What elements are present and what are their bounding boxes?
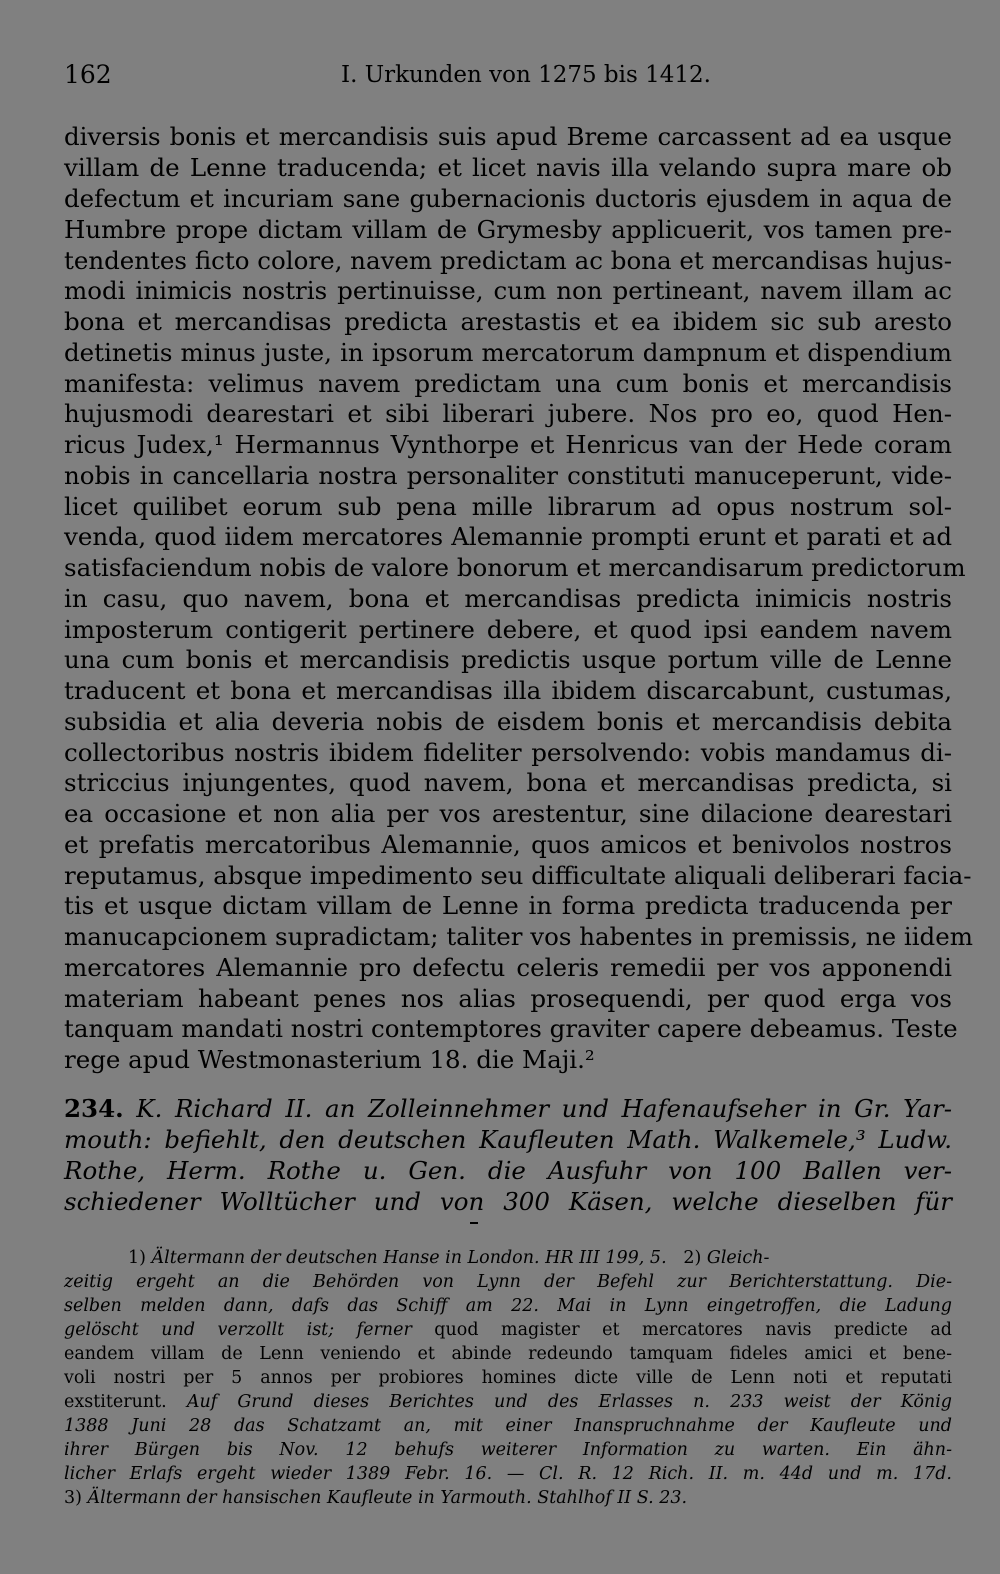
footnote-text: Ältermann der deutschen Hanse in London. HR III 199, 5. xyxy=(151,1248,667,1268)
footnote-line xyxy=(64,1390,952,1414)
body-line: imposterum contigerit pertinere debere, et quod ipsi eandem navem xyxy=(64,615,952,644)
footnote-line xyxy=(64,1270,952,1294)
footnote-line: eandem villam de Lenn veniendo et abinde redeundo tamquam fideles amici et bene- xyxy=(64,1344,952,1364)
footnote-text: zeitig ergeht an die Behörden von Lynn der Befehl zur Berichterstattung. Die- xyxy=(64,1272,952,1292)
body-line: in casu, quo navem, bona et mercandisas predicta inimicis nostris xyxy=(64,584,952,613)
footnote-marker: 2) xyxy=(666,1248,707,1268)
body-line: striccius injungentes, quod navem, bona et mercandisas predicta, si xyxy=(64,768,952,797)
entry-line xyxy=(64,1093,952,1124)
section-divider xyxy=(470,1222,478,1224)
body-line: materiam habeant penes nos alias prosequendi, per quod erga vos xyxy=(64,984,952,1013)
body-line: hujusmodi dearestari et sibi liberari jubere. Nos pro eo, quod Hen- xyxy=(64,399,952,428)
body-line: traducent et bona et mercandisas illa ibidem discarcabunt, custumas, xyxy=(64,676,952,705)
footnote-marker: 1) xyxy=(128,1248,152,1268)
body-line: tendentes ficto colore, navem predictam ac bona et mercandisas hujus- xyxy=(64,246,952,275)
footnote-text: selben melden dann, dafs das Schiff am 22. Mai in Lynn eingetroffen, die Ladung xyxy=(64,1296,952,1316)
footnote-line xyxy=(64,1438,952,1462)
entry-line: Rothe, Herm. Rothe u. Gen. die Ausfuhr von 100 Ballen ver- xyxy=(64,1156,952,1185)
entry-text: K. Richard II. an Zolleinnehmer und Hafenaufseher in Gr. Yar- xyxy=(136,1094,952,1123)
running-title: I. Urkunden von 1275 bis 1412. xyxy=(341,62,711,88)
body-line: collectoribus nostris ibidem fideliter persolvendo: vobis mandamus di- xyxy=(64,738,952,767)
footnote-line xyxy=(64,1486,952,1510)
footnote-text: Gleich- xyxy=(706,1248,770,1268)
footnote-text: licher Erlafs ergeht wieder 1389 Febr. 16. — Cl. R. 12 Rich. II. m. 44d und m. 17d. xyxy=(64,1464,952,1484)
footnote-text: Auf Grund dieses Berichtes und des Erlasses n. 233 weist der König xyxy=(186,1392,953,1412)
body-line: reputamus, absque impedimento seu difficultate aliquali deliberari facia- xyxy=(64,861,972,890)
body-line: venda, quod iidem mercatores Alemannie prompti erunt et parati et ad xyxy=(64,522,952,551)
body-line: Humbre prope dictam villam de Grymesby applicuerit, vos tamen pre- xyxy=(64,215,952,244)
body-line: manifesta: velimus navem predictam una cum bonis et mercandisis xyxy=(64,369,952,398)
body-line: villam de Lenne traducenda; et licet navis illa velando supra mare ob xyxy=(64,153,952,182)
body-line: rege apud Westmonasterium 18. die Maji.² xyxy=(64,1045,595,1074)
body-line: ea occasione et non alia per vos arestentur, sine dilacione dearestari xyxy=(64,799,952,828)
page-number: 162 xyxy=(64,60,112,89)
footnote-line xyxy=(64,1294,952,1318)
body-line: subsidia et alia deveria nobis de eisdem bonis et mercandisis debita xyxy=(64,707,952,736)
body-line: defectum et incuriam sane gubernacionis ductoris ejusdem in aqua de xyxy=(64,184,952,213)
body-line: et prefatis mercatoribus Alemannie, quos amicos et benivolos nostros xyxy=(64,830,952,859)
body-line: una cum bonis et mercandisis predictis usque portum ville de Lenne xyxy=(64,645,952,674)
body-line: nobis in cancellaria nostra personaliter constituti manuceperunt, vide- xyxy=(64,461,952,490)
body-line: ricus Judex,¹ Hermannus Vynthorpe et Henricus van der Hede coram xyxy=(64,430,952,459)
footnote-line xyxy=(64,1462,952,1486)
body-line: manucapcionem supradictam; taliter vos habentes in premissis, ne iidem xyxy=(64,922,973,951)
body-line: licet quilibet eorum sub pena mille librarum ad opus nostrum sol- xyxy=(64,492,952,521)
footnote-text: Ältermann der hansischen Kaufleute in Yarmouth. Stahlhof II S. 23. xyxy=(87,1488,688,1508)
body-line: mercatores Alemannie pro defectu celeris remedii per vos apponendi xyxy=(64,953,952,982)
body-line: detinetis minus juste, in ipsorum mercatorum dampnum et dispendium xyxy=(64,338,952,367)
footnote-line xyxy=(64,1246,952,1270)
body-line: bona et mercandisas predicta arestastis et ea ibidem sic sub aresto xyxy=(64,307,952,336)
footnote-text: ihrer Bürgen bis Nov. 12 behufs weiterer Information zu warten. Ein ähn- xyxy=(64,1440,952,1460)
entry-number: 234. xyxy=(64,1094,124,1123)
body-line: tis et usque dictam villam de Lenne in forma predicta traducenda per xyxy=(64,891,952,920)
footnote-text: 1388 Juni 28 das Schatzamt an, mit einer Inanspruchnahme der Kaufleute und xyxy=(64,1416,952,1436)
body-line: tanquam mandati nostri contemptores graviter capere debeamus. Teste xyxy=(64,1014,958,1043)
entry-line: mouth: befiehlt, den deutschen Kaufleuten Math. Walkemele,³ Ludw. xyxy=(64,1125,952,1154)
footnote-line: voli nostri per 5 annos per probiores homines dicte ville de Lenn noti et reputati xyxy=(64,1368,952,1388)
footnote-text: gelöscht und verzollt ist; ferner xyxy=(64,1320,412,1340)
page-header xyxy=(64,60,954,94)
footnote-quote: exstiterunt. xyxy=(64,1392,187,1412)
footnote-quote: quod magister et mercatores navis predicte ad xyxy=(411,1320,953,1340)
entry-line: schiedener Wolltücher und von 300 Käsen, welche dieselben für xyxy=(64,1187,952,1216)
footnote-marker: 3) xyxy=(64,1488,88,1508)
body-line: diversis bonis et mercandisis suis apud Breme carcassent ad ea usque xyxy=(64,122,952,151)
body-line: satisfaciendum nobis de valore bonorum et mercandisarum predictorum xyxy=(64,553,966,582)
footnote-line xyxy=(64,1414,952,1438)
footnote-line xyxy=(64,1318,952,1342)
body-line: modi inimicis nostris pertinuisse, cum non pertineant, navem illam ac xyxy=(64,276,952,305)
